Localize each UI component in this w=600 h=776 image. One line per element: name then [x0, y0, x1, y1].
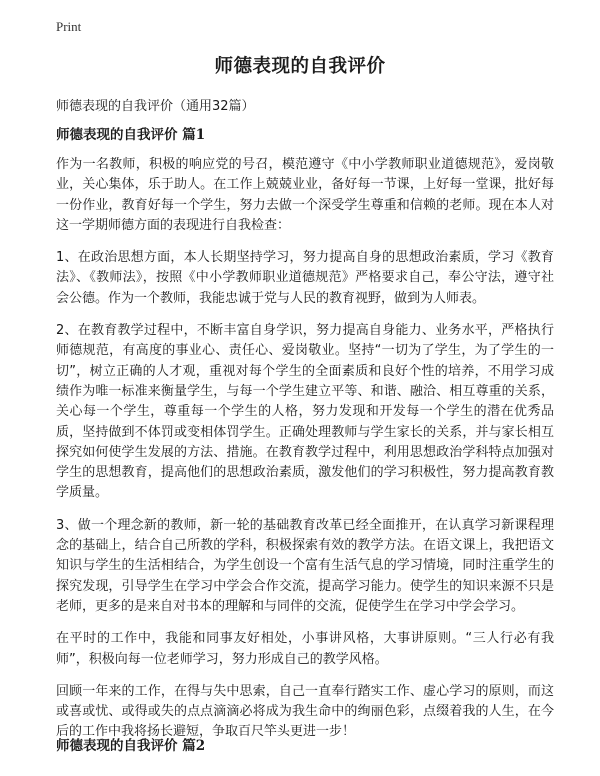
paragraph: 2、在教育教学过程中，不断丰富自身学识，努力提高自身能力、业务水平，严格执行师德规范，有高度的事业心、责任心、爱岗敬业。坚持“一切为了学生，为了学生的一切”，树立正确的人才观，重视对每个学生的全面素质和良好个性的培养，不用学习成绩作为唯一标准来衡量学生，与每一个学生建立平等、和谐、融洽、相互尊重的关系，关心每一个学生，尊重每一个学生的人格，努力发现和开发每一个学生的潜在优秀品质，坚持做到不体罚或变相体罚学生。正确处理教师与学生家长的关系，并与家长相互探究如何使学生发展的方法、措施。在教育教学过程中，利用思想政治学科特点加强对学生的思想教育，提高他们的思想政治素质，激发他们的学习积极性，努力提高教育教学质量。 [56, 323, 554, 501]
section-heading-2: 师德表现的自我评价 篇2 [56, 738, 206, 754]
paragraph: 回顾一年来的工作，在得与失中思索，自己一直奉行踏实工作、虚心学习的原则，而这或喜或忧、或得或失的点点滴滴必将成为我生命中的绚丽色彩，点缀着我的人生，在今后的工作中我将扬长避短，争取百尺竿头更进一步！ [56, 683, 554, 740]
page-title: 师德表现的自我评价 [214, 56, 386, 77]
document-subtitle: 师德表现的自我评价（通用32篇） [56, 99, 255, 114]
paragraph: 在平时的工作中，我能和同事友好相处，小事讲风格，大事讲原则。“三人行必有我师”，积极向每一位老师学习，努力形成自己的教学风格。 [56, 631, 554, 667]
section-1-body [56, 155, 554, 755]
print-link[interactable]: Print [56, 19, 82, 34]
section-heading-1: 师德表现的自我评价 篇1 [56, 127, 206, 143]
paragraph: 3、做一个理念新的教师，新一轮的基础教育改革已经全面推开，在认真学习新课程理念的基础上，结合自己所教的学科，积极探索有效的教学方法。在语文课上，我把语文知识与学生的生活相结合，为学生创设一个富有生活气息的学习情境，同时注重学生的探究发现，引导学生在学习中学会合作交流，提高学习能力。使学生的知识来源不只是老师，更多的是来自对书本的理解和与同伴的交流，促使学生在学习中学会学习。 [56, 517, 554, 614]
paragraph: 1、在政治思想方面，本人长期坚持学习，努力提高自身的思想政治素质，学习《教育法》、《教师法》，按照《中小学教师职业道德规范》严格要求自己，奉公守法，遵守社会公德。作为一个教师，我能忠诚于党与人民的教育视野，做到为人师表。 [56, 250, 554, 306]
paragraph: 作为一名教师，积极的响应党的号召，模范遵守《中小学教师职业道德规范》，爱岗敬业，关心集体，乐于助人。在工作上兢兢业业，备好每一节课，上好每一堂课，批好每一份作业，教育好每一个学生，努力去做一个深受学生尊重和信赖的老师。现在本人对这一学期师德方面的表现进行自我检查： [56, 157, 554, 233]
